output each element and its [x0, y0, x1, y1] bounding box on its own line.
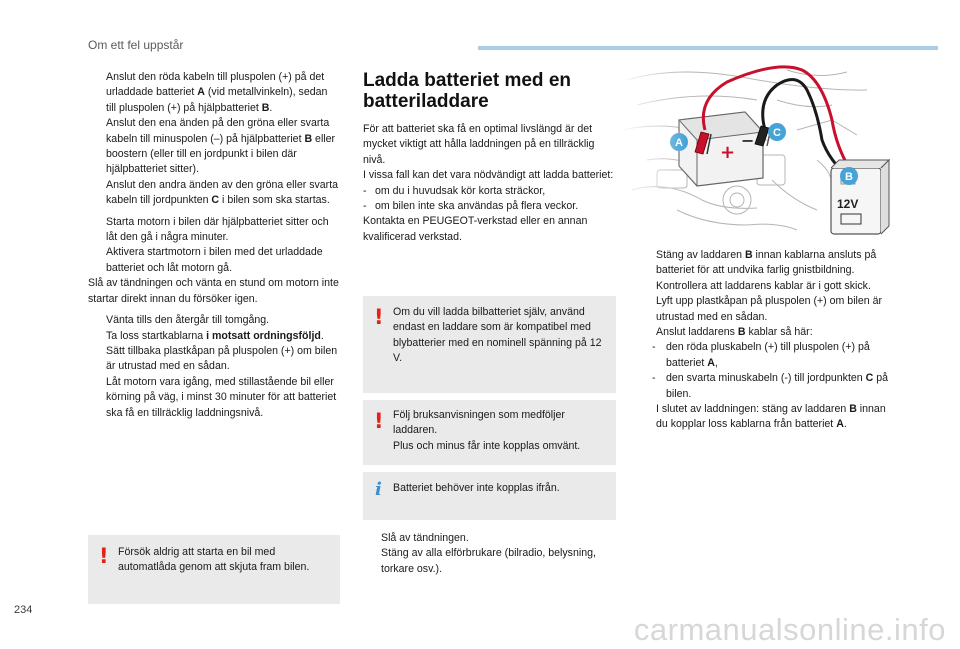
paragraph-retry: Slå av tändningen och vänta en stund om motorn inte startar direkt innan du försöker igen. — [88, 277, 339, 305]
bullet-run-engine: Låt motorn vara igång, med stillastående bil eller körning på väg, i minst 30 minuter för att batteriet ska få en tillräcklig laddningsnivå. — [106, 375, 337, 419]
heading-charge-battery: Ladda batteriet med en batteriladdare — [363, 70, 571, 112]
dash-item-short-trips: - om du i huvudsak kör korta sträckor, — [363, 184, 546, 197]
bullet-remove-cables: Ta loss startkablarna i motsatt ordningsföljd. — [106, 329, 324, 342]
warning-exclamation-icon: ! — [374, 305, 384, 329]
warning-box-compatible-charger: ! Om du vill ladda bilbatteriet själv, använd endast en laddare som är kompatibel med blybatterier med en nominell spänning på 12 V. — [363, 296, 616, 393]
bullet-connect-green-ground: Anslut den andra änden av den gröna eller svarta kabeln till jordpunkten C i bilen som ska startas. — [106, 178, 339, 207]
header-accent-bar — [478, 46, 938, 50]
warning-box-push-start: ! Försök aldrig att starta en bil med automatlåda genom att skjuta fram bilen. — [88, 535, 340, 604]
bullet-lift-cover: Lyft upp plastkåpan på pluspolen (+) om bilen är utrustad med en sådan. — [656, 295, 883, 323]
info-icon: i — [375, 479, 382, 500]
column-1 — [88, 70, 340, 421]
page-number: 234 — [14, 604, 33, 616]
column-2-bullets — [363, 531, 618, 577]
warning-exclamation-icon: ! — [99, 544, 109, 568]
sub-item-red-cable: - den röda pluskabeln (+) till pluspolen (+) på batteriet A, — [652, 341, 870, 369]
bullet-connect-green-minus: Anslut den ena änden på den gröna eller svarta kabeln till minuspolen (–) på hjälpbatteriet B eller boostern (eller till en jordpunkt i bilen där hjälpbatteriet sitter). — [106, 117, 336, 176]
bullet-start-helper: Starta motorn i bilen där hjälpbatteriet sitter och låt den gå i några minuter. — [106, 215, 329, 244]
paragraph-contact-workshop: Kontakta en PEUGEOT-verkstad eller en annan kvalificerad verkstad. — [363, 215, 588, 243]
column-2 — [363, 70, 618, 245]
sub-item-black-cable: - den svarta minuskabeln (-) till jordpunkten C på bilen. — [652, 372, 889, 400]
paragraph-intro-2: I vissa fall kan det vara nödvändigt att ladda batteriet: — [363, 169, 614, 182]
section-title: Om ett fel uppstår — [88, 38, 184, 52]
bullet-check-cables: Kontrollera att laddarens kablar är i gott skick. — [656, 279, 871, 292]
info-box-no-disconnect: i Batteriet behöver inte kopplas ifrån. — [363, 472, 616, 520]
column-3 — [638, 248, 896, 433]
bullet-connect-red: Anslut den röda kabeln till pluspolen (+) på det urladdade batteriet A (vid metallvinkeln), sedan till pluspolen (+) på hjälpbatteriet B. — [106, 71, 328, 114]
bullet-end-charging: I slutet av laddningen: stäng av laddaren B innan du kopplar loss kablarna från batteriet A. — [656, 403, 886, 431]
battery-charger-illustration — [617, 60, 893, 240]
paragraph-intro: För att batteriet ska få en optimal livslängd är det mycket viktigt att hålla laddningen på en tillräcklig nivå. — [363, 123, 595, 166]
dash-item-weeks: - om bilen inte ska användas på flera veckor. — [363, 200, 579, 213]
bullet-activate-starter: Aktivera startmotorn i bilen med det urladdade batteriet och låt motorn gå. — [106, 246, 323, 274]
bullet-consumers-off: Stäng av alla elförbrukare (bilradio, belysning, torkare osv.). — [381, 547, 596, 575]
bullet-replace-cover: Sätt tillbaka plastkåpan på pluspolen (+) om bilen är utrustad med en sådan. — [106, 344, 338, 373]
watermark: carmanualsonline.info — [633, 612, 946, 647]
warning-exclamation-icon: ! — [374, 409, 384, 433]
bullet-idle: Vänta tills den återgår till tomgång. — [106, 314, 270, 327]
warning-box-instructions: ! Följ bruksanvisningen som medföljer laddaren. Plus och minus får inte kopplas omvänt. — [363, 400, 616, 465]
bullet-charger-off: Stäng av laddaren B innan kablarna ansluts på batteriet för att undvika farlig gnistbildning. — [656, 249, 877, 277]
bullet-connect-charger: Anslut laddarens B kablar så här: — [656, 326, 813, 339]
bullet-ignition-off: Slå av tändningen. — [381, 532, 469, 544]
